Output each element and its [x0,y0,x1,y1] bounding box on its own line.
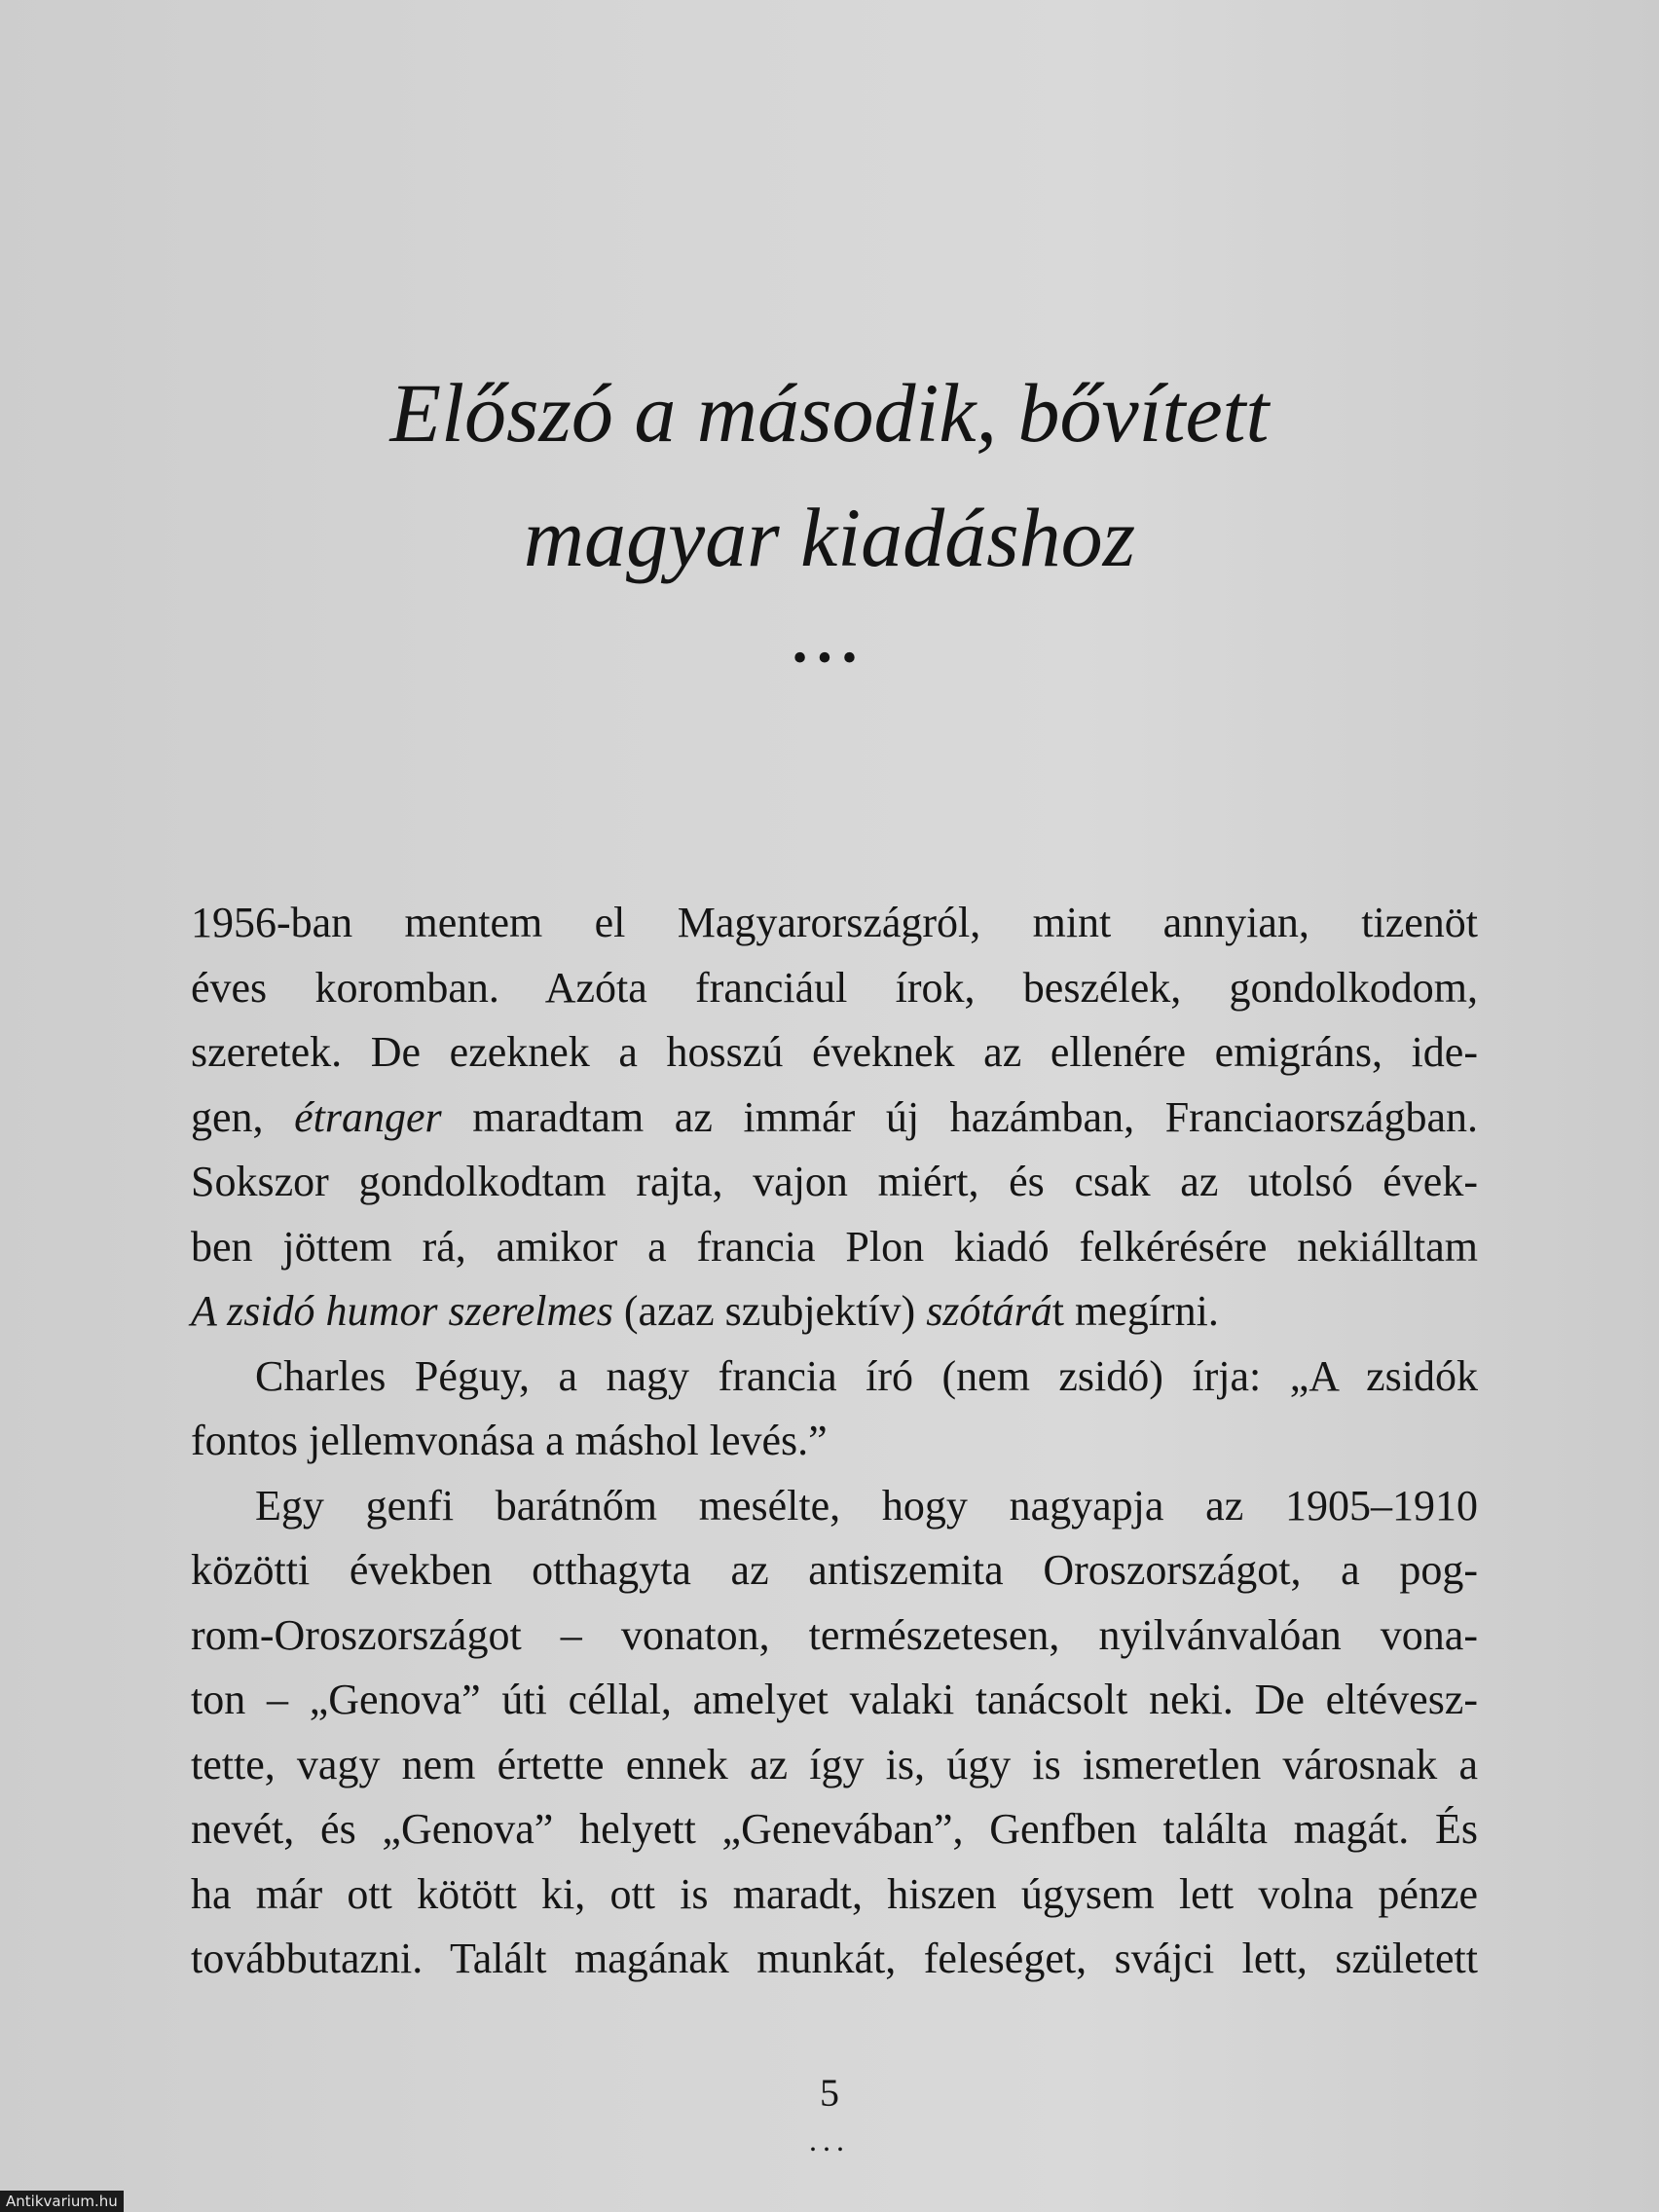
body-text [191,891,1478,1992]
text-line [191,1604,1478,1669]
chapter-title [0,350,1659,600]
text-segment: közötti években otthagyta az antiszemita Oroszországot, a pog- [191,1546,1478,1594]
text-segment: t megírni. [1051,1287,1219,1335]
text-line [191,1797,1478,1862]
text-segment: szeretek. De ezeknek a hosszú éveknek az ellenére emigráns, ide- [191,1028,1478,1076]
site-watermark: Antikvarium.hu [0,2191,124,2212]
text-line [191,1086,1478,1151]
footer-ornament: ... [809,2122,850,2157]
text-segment: gen, [191,1092,295,1141]
paragraph [191,891,1478,1345]
text-segment: továbbutazni. Talált magának munkát, feleséget, svájci lett, született [191,1935,1478,1982]
text-line [191,1862,1478,1928]
text-segment: maradtam az immár új hazámban, Franciaországban. [441,1092,1478,1141]
paragraph [191,1345,1478,1474]
text-segment: fontos jellemvonása a máshol levés.” [191,1417,828,1464]
text-line [191,1733,1478,1798]
text-line [191,956,1478,1021]
title-ornament: ••• [792,634,867,682]
chapter-title-line-2: magyar kiadáshoz [523,491,1136,584]
text-line [191,1409,1478,1474]
text-segment: Charles Péguy, a nagy francia író (nem zsidó) írja: „A zsidók [255,1351,1478,1400]
text-segment: Sokszor gondolkodtam rajta, vajon miért, és csak az utolsó évek- [191,1158,1478,1205]
text-segment: ben jöttem rá, amikor a francia Plon kiadó felkérésére nekiálltam [191,1222,1478,1271]
text-line [191,1538,1478,1604]
chapter-title-line-1: Előszó a második, bővített [389,366,1270,460]
text-segment: ha már ott kötött ki, ott is maradt, hiszen úgysem lett volna pénze [191,1869,1478,1918]
text-segment: Egy genfi barátnőm mesélte, hogy nagyapja az 1905–1910 [255,1481,1478,1530]
text-segment: tette, vagy nem értette ennek az így is, úgy is ismeretlen városnak a [191,1740,1478,1788]
text-line [191,1474,1478,1539]
text-segment: ton – „Genova” úti céllal, amelyet valaki tanácsolt neki. De eltévesz- [191,1676,1478,1723]
text-line [191,1345,1478,1410]
text-line [191,891,1478,956]
italic-text: étranger [294,1092,442,1141]
text-segment: nevét, és „Genova” helyett „Genevában”, Genfben találta magát. És [191,1805,1478,1853]
text-line [191,1279,1478,1345]
text-line [191,1150,1478,1215]
text-segment: (azaz szubjektív) [612,1287,927,1335]
text-line [191,1668,1478,1733]
paragraph [191,1474,1478,1992]
page-number: 5 [820,2071,839,2115]
text-segment: rom-Oroszországot – vonaton, természetesen, nyilvánvalóan vona- [191,1610,1478,1659]
italic-text: szótárá [926,1287,1052,1335]
italic-text: A zsidó humor szerelmes [191,1287,613,1335]
text-line [191,1927,1478,1992]
text-segment: éves koromban. Azóta franciául írok, beszélek, gondolkodom, [191,963,1478,1012]
text-segment: 1956-ban mentem el Magyarországról, mint annyian, tizenöt [191,899,1478,946]
text-line [191,1020,1478,1086]
text-line [191,1215,1478,1280]
